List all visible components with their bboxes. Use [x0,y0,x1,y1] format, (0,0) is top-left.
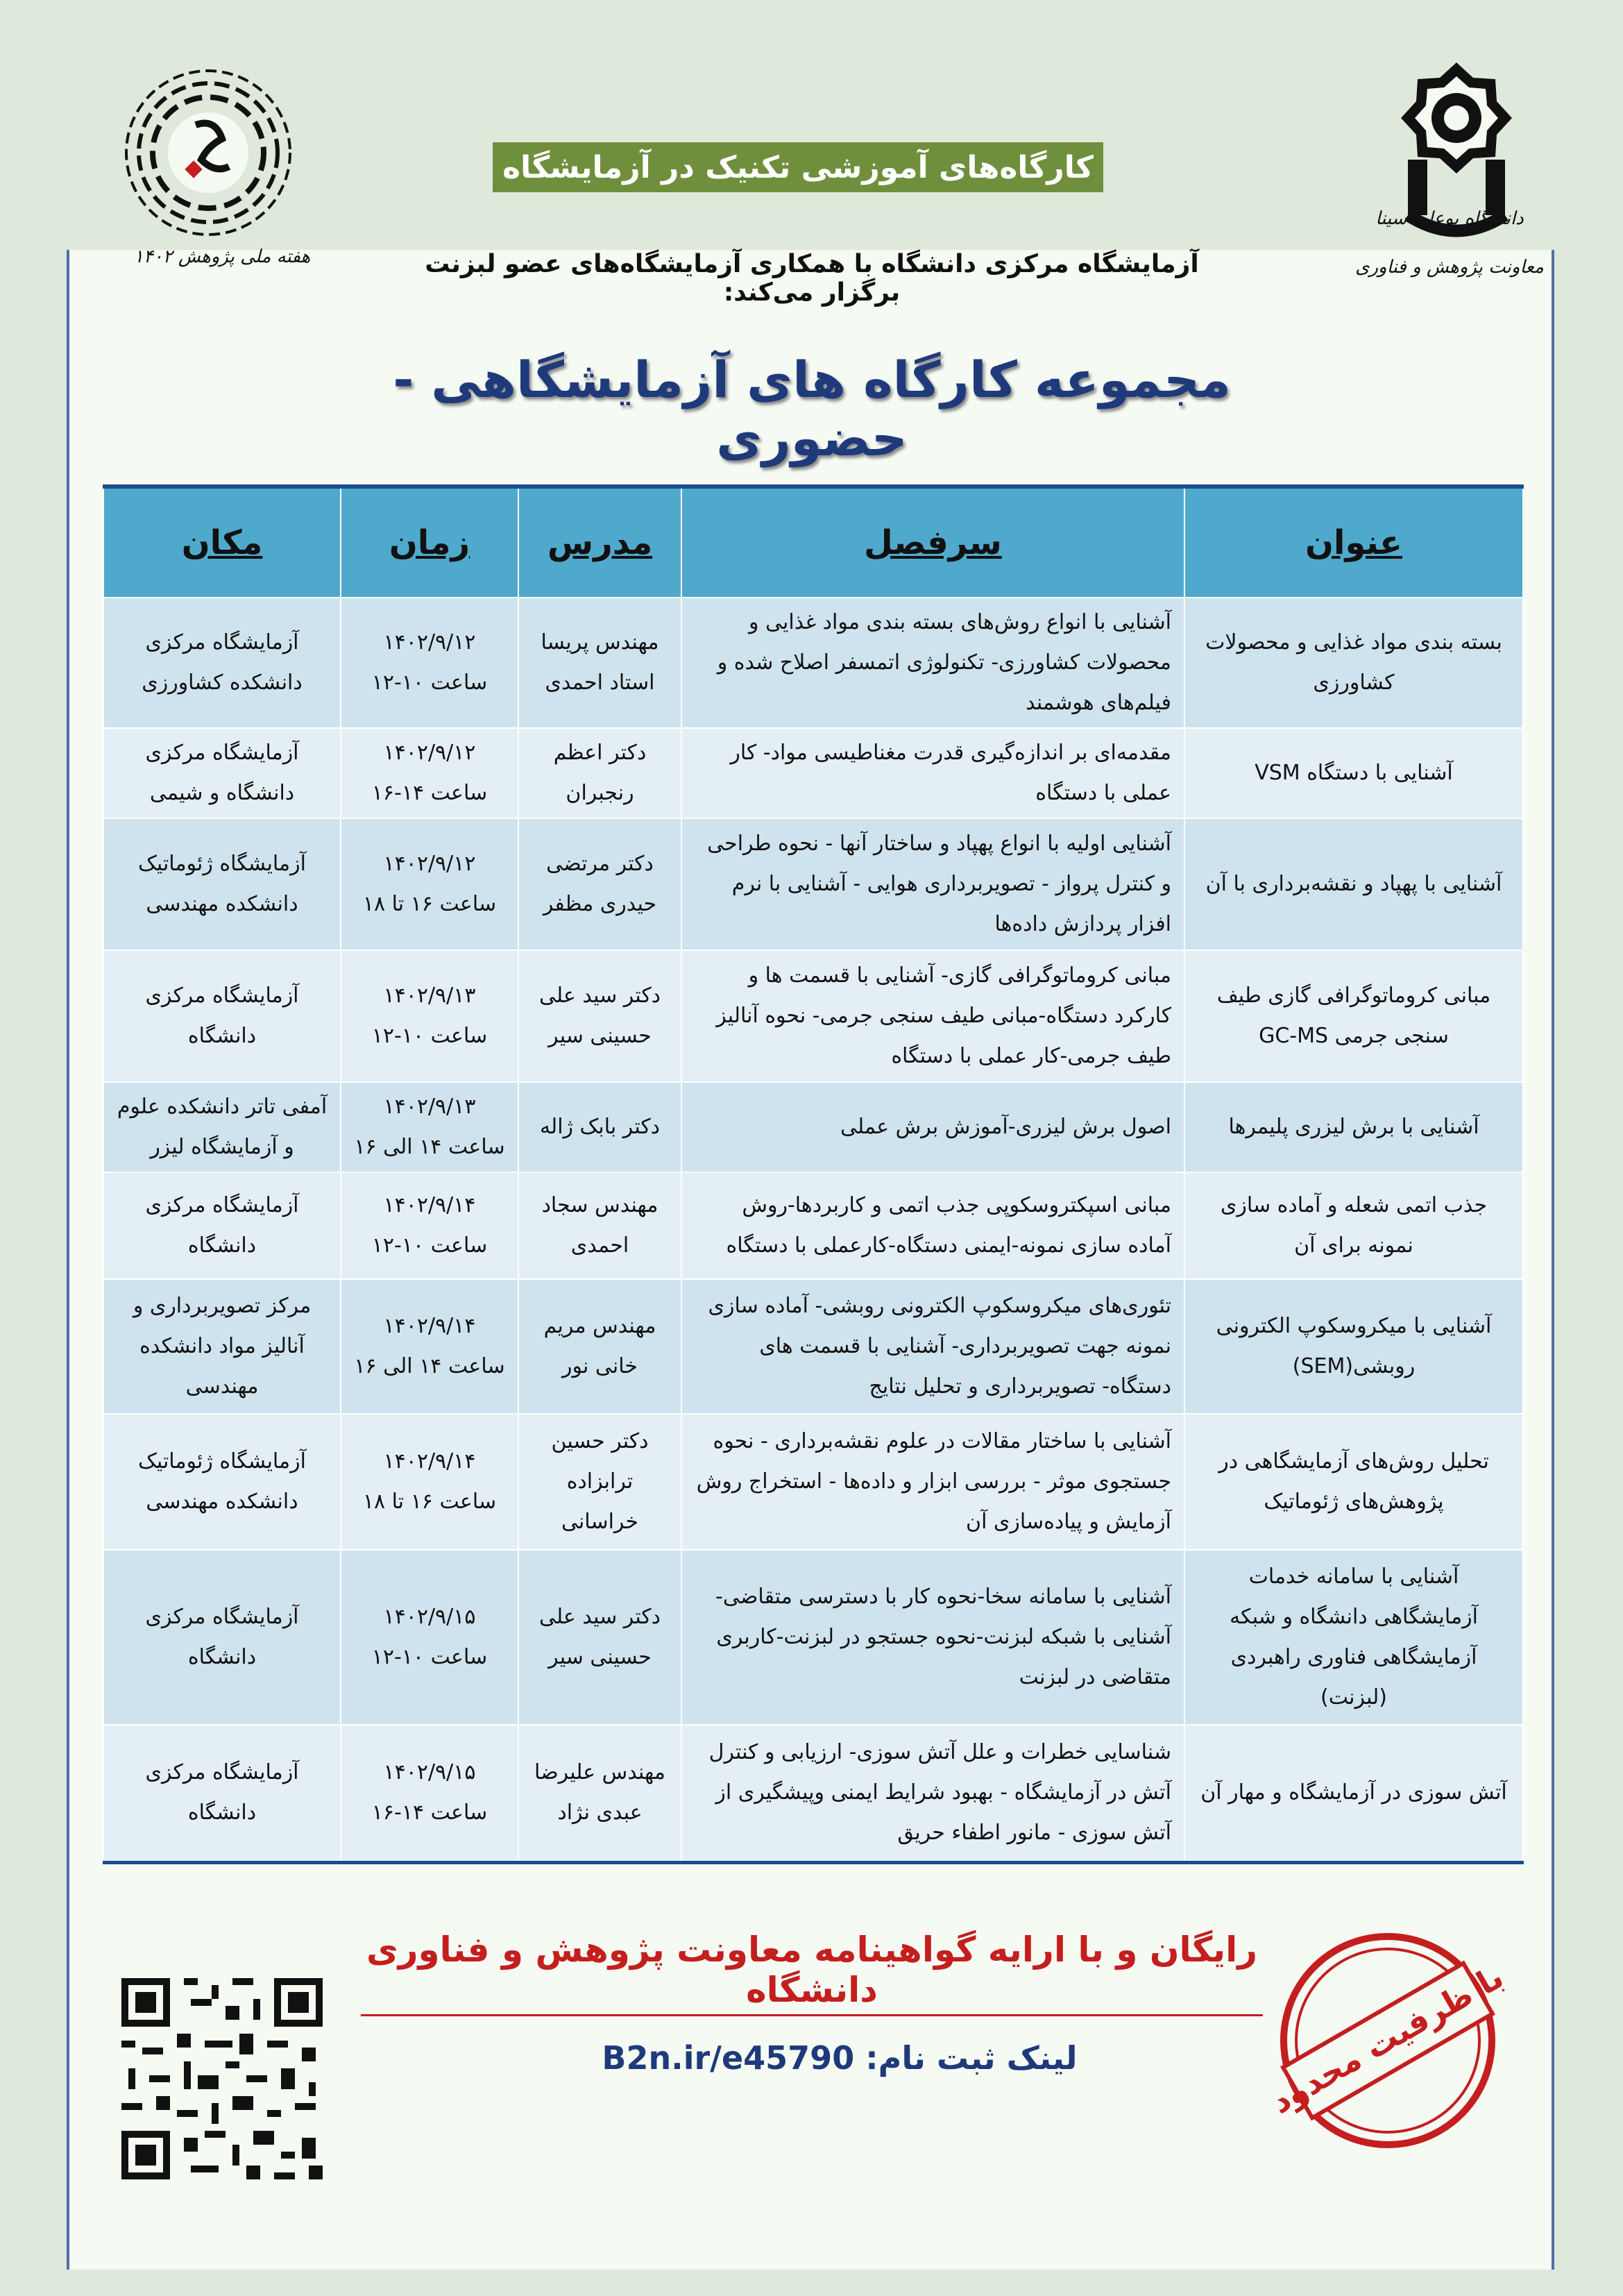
cell-time [341,728,518,818]
table-row [103,1279,1523,1414]
cell-time [341,1172,518,1279]
cell-syllabus: شناسایی خطرات و علل آتش سوزی- ارزیابی و کنترل آتش در آزمایشگاه - بهبود شرایط ایمنی وپیشگیری از آتش سوزی - مانور اطفاء حریق [681,1725,1184,1862]
cell-place: آزمایشگاه مرکزی دانشگاه [103,1725,341,1862]
cell-instructor: مهندس علیرضا عبدی نژاد [518,1725,681,1862]
table-row [103,1082,1523,1172]
cell-title: آشنایی با سامانه خدمات آزمایشگاهی دانشگاه و شبکه آزمایشگاهی فناوری راهبردی (لبزنت) [1184,1550,1523,1725]
cell-syllabus: تئوری‌های میکروسکوپ الکترونی روبشی- آماده سازی نمونه جهت تصویربرداری- آشنایی با قسمت های دستگاه- تصویربرداری و تحلیل نتایج [681,1279,1184,1414]
table-row [103,950,1523,1082]
research-week-logo [111,56,305,278]
cell-hours: ساعت ۱۰-۱۲ [371,1645,488,1669]
table-row [103,1414,1523,1550]
table-row [103,818,1523,950]
cell-instructor: دکتر بابک ژاله [518,1082,681,1172]
cell-instructor: دکتر مرتضی حیدری مظفر [518,818,681,950]
cell-hours: ساعت ۱۴ الی ۱۶ [354,1135,505,1159]
header-instructor: مدرس [518,487,681,598]
table-row [103,728,1523,818]
workshops-table [103,484,1524,1864]
cell-time [341,1414,518,1550]
table-row [103,1725,1523,1862]
cell-syllabus: آشنایی با انواع روش‌های بسته بندی مواد غذایی و محصولات کشاورزی- تکنولوژی اتمسفر اصلاح شده و فیلم‌های هوشمند [681,598,1184,728]
cell-time [341,818,518,950]
cell-place: مرکز تصویربرداری و آنالیز مواد دانشکده مهندسی [103,1279,341,1414]
limited-capacity-stamp [1263,1916,1513,2166]
cell-instructor: دکتر حسین ترابزاده خراسانی [518,1414,681,1550]
cell-syllabus: آشنایی با سامانه سخا-نحوه کار با دسترسی متقاضی-آشنایی با شبکه لبزنت-نحوه جستجو در لبزنت-کاربری متقاضی در لبزنت [681,1550,1184,1725]
cell-syllabus: مبانی اسپکتروسکوپی جذب اتمی و کاربردها-روش آماده سازی نمونه-ایمنی دستگاه-کارعملی با دستگاه [681,1172,1184,1279]
qr-code[interactable] [114,1971,330,2186]
cell-date: ۱۴۰۲/۹/۱۲ [383,852,476,876]
table-row [103,1172,1523,1279]
subtitle: آزمایشگاه مرکزی دانشگاه با همکاری آزمایشگاه‌های عضو لبزنت برگزار می‌کند: [425,250,1199,307]
cell-time [341,1279,518,1414]
cell-title: جذب اتمی شعله و آماده سازی نمونه برای آن [1184,1172,1523,1279]
research-week-label: هفته ملی پژوهش ۱۴۰۲ [133,246,311,267]
cell-instructor: مهندس مریم خانی نور [518,1279,681,1414]
cell-title: مبانی کروماتوگرافی گازی طیف سنجی جرمی GC-MS [1184,950,1523,1082]
header-place: مکان [103,487,341,598]
cell-place: آزمایشگاه مرکزی دانشگاه و شیمی [103,728,341,818]
cell-date: ۱۴۰۲/۹/۱۲ [383,630,476,655]
free-certificate-note: رایگان و با ارایه گواهینامه معاونت پژوهش و فناوری دانشگاه [361,1930,1263,2016]
cell-time [341,950,518,1082]
cell-syllabus: آشنایی با ساختار مقالات در علوم نقشه‌برداری - نحوه جستجوی موثر - بررسی ابزار و داده‌ها - استخراج روش آزمایش و پیاده‌سازی آن [681,1414,1184,1550]
cell-instructor: دکتر اعظم رنجبران [518,728,681,818]
cell-syllabus: مقدمه‌ای بر اندازه‌گیری قدرت مغناطیسی مواد- کار عملی با دستگاه [681,728,1184,818]
cell-date: ۱۴۰۲/۹/۱۳ [383,984,476,1008]
cell-place: آزمایشگاه مرکزی دانشگاه [103,1550,341,1725]
table-row [103,1550,1523,1725]
cell-date: ۱۴۰۲/۹/۱۳ [383,1095,476,1119]
cell-hours: ساعت ۱۰-۱۲ [371,1233,488,1258]
cell-date: ۱۴۰۲/۹/۱۴ [383,1193,476,1217]
university-logo [1380,56,1533,285]
cell-instructor: دکتر سید علی حسینی سیر [518,950,681,1082]
main-title: مجموعه کارگاه های آزمایشگاهی - حضوری [393,351,1231,467]
cell-place: آزمایشگاه ژئوماتیک دانشکده مهندسی [103,1414,341,1550]
cell-hours: ساعت ۱۴-۱۶ [371,1800,488,1825]
cell-title: بسته بندی مواد غذایی و محصولات کشاورزی [1184,598,1523,728]
cell-date: ۱۴۰۲/۹/۱۲ [383,741,476,765]
cell-time [341,1725,518,1862]
cell-title: آشنایی با دستگاه VSM [1184,728,1523,818]
cell-date: ۱۴۰۲/۹/۱۴ [383,1449,476,1474]
university-name: دانشگاه بوعلی سینا [1375,208,1524,229]
cell-title: تحلیل روش‌های آزمایشگاهی در پژوهش‌های ژئوماتیک [1184,1414,1523,1550]
registration-link[interactable]: لینک ثبت نام: B2n.ir/e45790 [602,2039,1078,2077]
cell-hours: ساعت ۱۶ تا ۱۸ [362,1489,497,1514]
cell-place: آزمایشگاه مرکزی دانشکده کشاورزی [103,598,341,728]
cell-place: آزمایشگاه ژئوماتیک دانشکده مهندسی [103,818,341,950]
table-row [103,598,1523,728]
stamp-text: با ظرفیت محدود [1264,1957,1510,2121]
cell-date: ۱۴۰۲/۹/۱۴ [383,1314,476,1338]
cell-date: ۱۴۰۲/۹/۱۵ [383,1605,476,1629]
university-department: معاونت پژوهش و فناوری [1355,257,1544,278]
cell-instructor: مهندس سجاد احمدی [518,1172,681,1279]
cell-title: آشنایی با میکروسکوپ الکترونی روبشی(SEM) [1184,1279,1523,1414]
cell-title: آتش سوزی در آزمایشگاه و مهار آن [1184,1725,1523,1862]
cell-date: ۱۴۰۲/۹/۱۵ [383,1760,476,1785]
cell-place: آزمایشگاه مرکزی دانشگاه [103,950,341,1082]
cell-place: آمفی تاتر دانشکده علوم و آزمایشگاه لیزر [103,1082,341,1172]
cell-hours: ساعت ۱۴ الی ۱۶ [354,1354,505,1378]
cell-hours: ساعت ۱۰-۱۲ [371,1024,488,1048]
cell-hours: ساعت ۱۴-۱۶ [371,781,488,805]
cell-time [341,1550,518,1725]
banner-title: کارگاه‌های آموزشی تکنیک در آزمایشگاه [493,142,1103,192]
cell-hours: ساعت ۱۶ تا ۱۸ [362,892,497,916]
header-title: عنوان [1184,487,1523,598]
cell-hours: ساعت ۱۰-۱۲ [371,670,488,695]
cell-time [341,598,518,728]
header-syllabus: سرفصل [681,487,1184,598]
cell-place: آزمایشگاه مرکزی دانشگاه [103,1172,341,1279]
cell-time [341,1082,518,1172]
cell-syllabus: مبانی کروماتوگرافی گازی- آشنایی با قسمت ها و کارکرد دستگاه-مبانی طیف سنجی جرمی- نحوه آنالیز طیف جرمی-کار عملی با دستگاه [681,950,1184,1082]
cell-syllabus: اصول برش لیزری-آموزش برش عملی [681,1082,1184,1172]
cell-instructor: مهندس پریسا استاد احمدی [518,598,681,728]
cell-title: آشنایی با پهپاد و نقشه‌برداری با آن [1184,818,1523,950]
cell-title: آشنایی با برش لیزری پلیمرها [1184,1082,1523,1172]
header-time: زمان [341,487,518,598]
table-header-row [103,487,1523,598]
cell-syllabus: آشنایی اولیه با انواع پهپاد و ساختار آنها - نحوه طراحی و کنترل پرواز - تصویربرداری هوایی - آشنایی با نرم افزار پردازش داده‌ها [681,818,1184,950]
cell-instructor: دکتر سید علی حسینی سیر [518,1550,681,1725]
